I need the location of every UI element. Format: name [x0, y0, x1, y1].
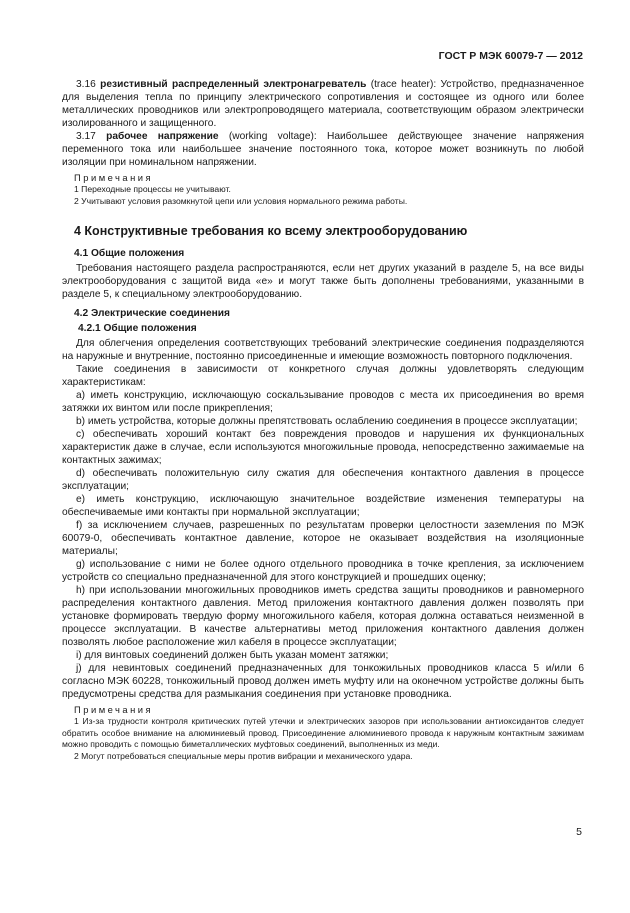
list-item: h) при использовании многожильных проводников иметь средства защиты проводников и равномерного распределения контактного давления. Метод приложения контактного давления должен позволять при установке формировать твердую форму многожильного кабеля, которая должна оставаться неизменной в процессе эксплуатации. В качестве альтернативы метод приложения контактного давления должен позволять любое расположение жил кабеля в процессе эксплуатации;	[62, 585, 584, 648]
list-item: f) за исключением случаев, разрешенных по результатам проверки целостности заземления по МЭК 60079-0, обеспечивать контактное давление, которое не оказывает воздействия на изоляционные материалы;	[62, 520, 584, 557]
term: резистивный распределенный электронагреватель	[100, 79, 367, 90]
definition-text: (working voltage): Наибольшее действующее значение напряжения переменного тока или наибольшее значение постоянного тока, которое может возникнуть по любой изоляции при номинальном напряжении.	[62, 131, 584, 168]
list-item: i) для винтовых соединений должен быть указан момент затяжки;	[76, 650, 389, 661]
paragraph: Такие соединения в зависимости от конкретного случая должны удовлетворять следующим характеристикам:	[62, 364, 584, 388]
definition-3-17	[62, 130, 584, 169]
subsubsection-heading: 4.2.1 Общие положения	[78, 323, 197, 334]
term: рабочее напряжение	[106, 131, 219, 142]
paragraph: Требования настоящего раздела распространяются, если нет других указаний в разделе 5, на все виды электрооборудования с защитой вида «е» и могут также быть дополнены требованиями, указанными в разделе 5, к специальному электрооборудованию.	[62, 263, 584, 300]
list-item: a) иметь конструкцию, исключающую соскальзывание проводов с места их присоединения во время затяжки их винтом или после прикрепления;	[62, 390, 584, 414]
list-item: d) обеспечивать положительную силу сжатия для обеспечения контактного давления в процессе эксплуатации;	[62, 468, 584, 492]
definition-3-16	[62, 78, 584, 130]
list-item: c) обеспечивать хороший контакт без повреждения проводов и нарушения их функциональных характеристик даже в случае, если используются многожильные провода, непосредственно зажимаемые на контактных зажимах;	[62, 429, 584, 466]
paragraph: Для облегчения определения соответствующих требований электрические соединения подразделяются на наружные и внутренние, постоянно присоединенные и имеющие возможность повторного подключения.	[62, 338, 584, 362]
note: 1 Из-за трудности контроля критических путей утечки и электрических зазоров при использовании антиоксидантов следует обратить особое внимание на алюминиевый провод. Присоединение алюминиевого провода к наружным контактным зажимам можно проводить с помощью биметаллических муфтовых соединений, выполненных из меди.	[62, 716, 584, 749]
clause-number: 3.16	[76, 79, 96, 90]
section-heading: 4 Конструктивные требования ко всему электрооборудованию	[74, 224, 468, 238]
list-item: g) использование с ними не более одного отдельного проводника в точке крепления, за исключением устройств со специально предназначенной для этого конструкцией и прошедших оценку;	[62, 559, 584, 583]
clause-number: 3.17	[76, 131, 96, 142]
list-item: b) иметь устройства, которые должны препятствовать ослаблению соединения в процессе эксплуатации;	[76, 416, 578, 427]
definition-text: (trace heater): Устройство, предназначенное для выделения тепла по принципу электрического сопротивления и состоящее из одного или более металлических проводников или электропроводящего материала, соответствующим образом электрически изолированного и защищенного.	[62, 79, 584, 129]
note: 2 Учитывают условия разомкнутой цепи или условия нормального режима работы.	[74, 195, 408, 206]
notes-heading: Примечания	[74, 704, 154, 715]
notes-heading: Примечания	[74, 172, 154, 183]
page-number: 5	[576, 826, 582, 838]
list-item: e) иметь конструкцию, исключающую значительное воздействие изменения температуры на обеспечиваемые ими контакты при нормальной эксплуатации;	[62, 494, 584, 518]
list-item: j) для невинтовых соединений предназначенных для тонкожильных проводников класса 5 и/или 6 согласно МЭК 60228, тонкожильный провод должен иметь муфту или на оконечном устройстве должны быть предусмотрены средства для размыкания соединения при установке проводника.	[62, 663, 584, 700]
note: 1 Переходные процессы не учитывают.	[74, 184, 231, 194]
subsection-heading: 4.1 Общие положения	[74, 248, 185, 259]
page-content	[62, 78, 584, 762]
note: 2 Могут потребоваться специальные меры против вибрации и механического удара.	[74, 750, 413, 761]
document-header: ГОСТ Р МЭК 60079-7 — 2012	[438, 50, 583, 62]
subsection-heading: 4.2 Электрические соединения	[74, 308, 230, 319]
